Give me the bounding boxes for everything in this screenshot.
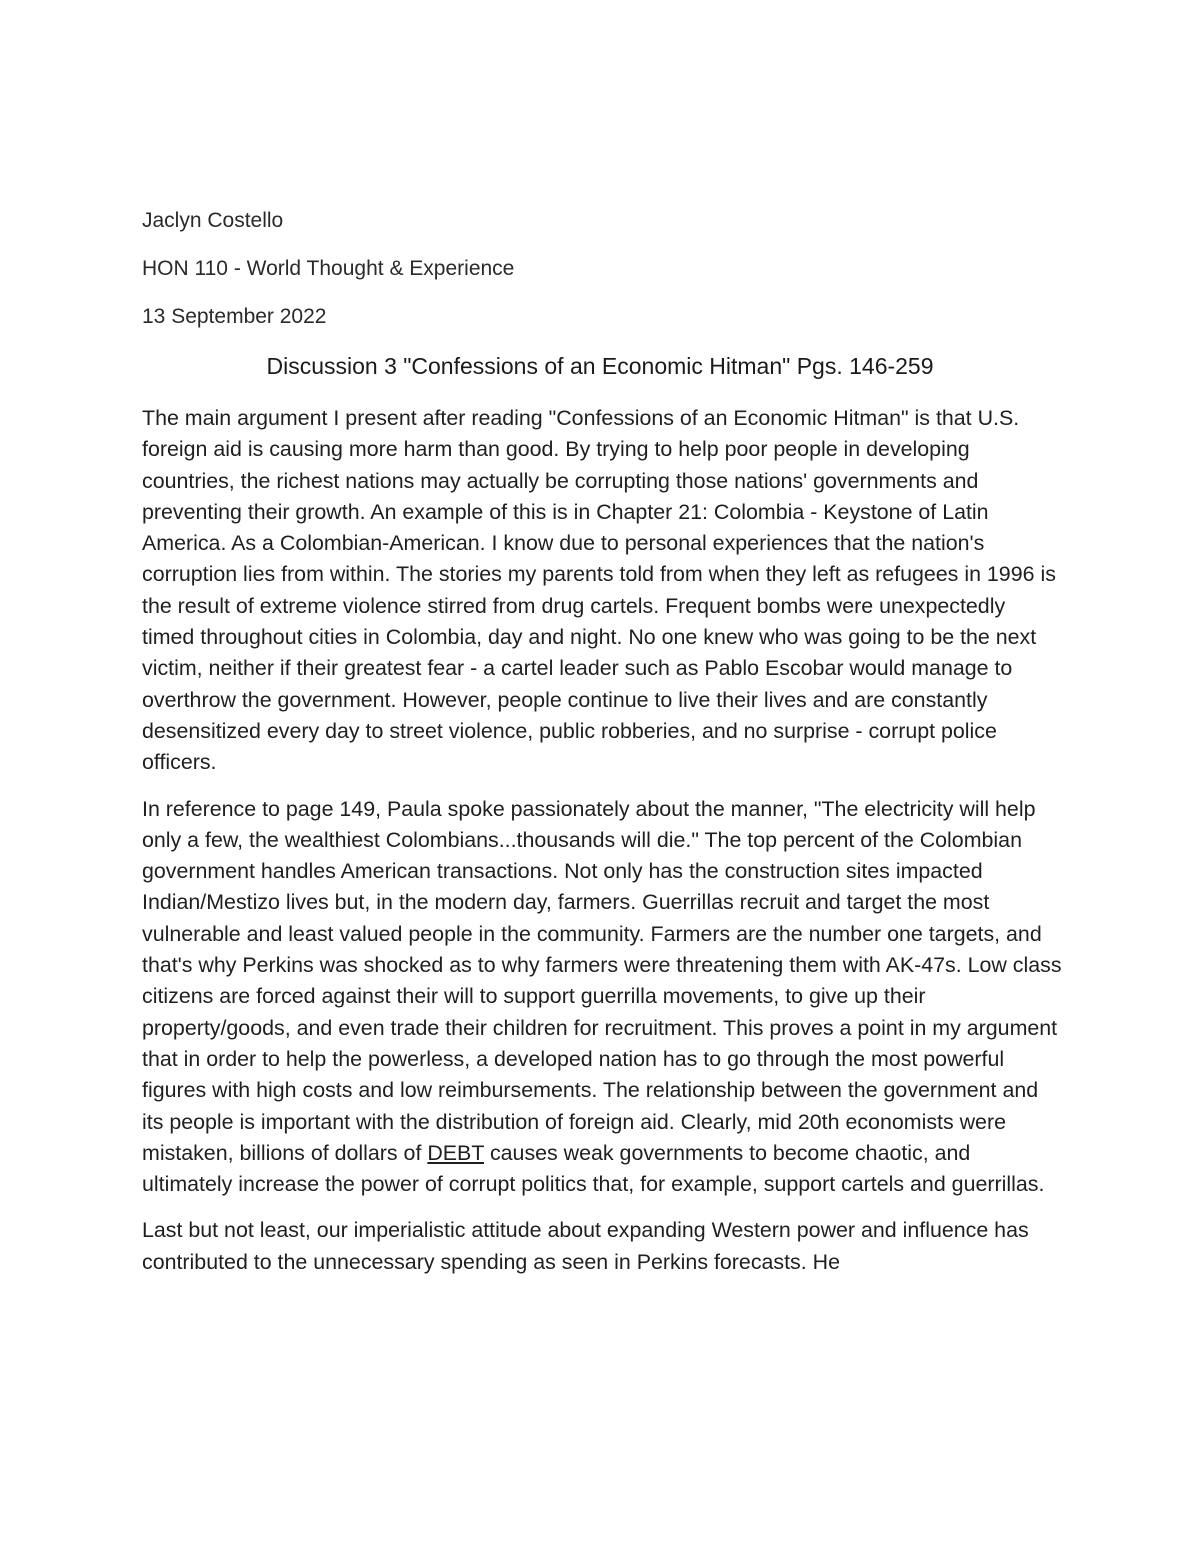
author-name: Jaclyn Costello	[142, 209, 284, 232]
document-title: Discussion 3 "Confessions of an Economic Hitman" Pgs. 146-259	[266, 353, 934, 379]
document-body	[142, 205, 1062, 1293]
course-name: HON 110 - World Thought & Experience	[142, 257, 515, 280]
paragraph-3: Last but not least, our imperialistic attitude about expanding Western power and influence has contributed to the unnecessary spending as seen in Perkins forecasts. He	[142, 1218, 1029, 1274]
underlined-term: DEBT	[427, 1140, 485, 1165]
paragraph-2-text-after: causes weak governments to become chaotic, and ultimately increase the power of corrupt politics that, for example, support cartels and guerrillas.	[142, 1140, 1045, 1197]
paragraph-2-text-before: In reference to page 149, Paula spoke passionately about the manner, "The electricity will help only a few, the wealthiest Colombians...thousands will die." The top percent of the Colombian government handles American transactions. Not only has the construction sites impacted Indian/Mestizo lives but, in the modern day, farmers. Guerrillas recruit and target the most vulnerable and least valued people in the community. Farmers are the number one targets, and that's why Perkins was shocked as to why farmers were threatening them with AK-47s. Low class citizens are forced against their will to support guerrilla movements, to give up their property/goods, and even trade their children for recruitment. This proves a point in my argument that in order to help the powerless, a developed nation has to go through the most powerful figures with high costs and low reimbursements. The relationship between the government and its people is important with the distribution of foreign aid. Clearly, mid 20th economists were mistaken, billions of dollars of	[142, 796, 1062, 1165]
paragraph-1: The main argument I present after reading "Confessions of an Economic Hitman" is that U.S. foreign aid is causing more harm than good. By trying to help poor people in developing countries, the richest nations may actually be corrupting those nations' governments and preventing their growth. An example of this is in Chapter 21: Colombia - Keystone of Latin America. As a Colombian-American. I know due to personal experiences that the nation's corruption lies from within. The stories my parents told from when they left as refugees in 1996 is the result of extreme violence stirred from drug cartels. Frequent bombs were unexpectedly timed throughout cities in Colombia, day and night. No one knew who was going to be the next victim, neither if their greatest fear - a cartel leader such as Pablo Escobar would manage to overthrow the government. However, people continue to live their lives and are constantly desensitized every day to street violence, public robberies, and no surprise - corrupt police officers.	[142, 406, 1056, 775]
document-date: 13 September 2022	[142, 305, 327, 328]
paragraph-2	[142, 794, 1062, 1201]
